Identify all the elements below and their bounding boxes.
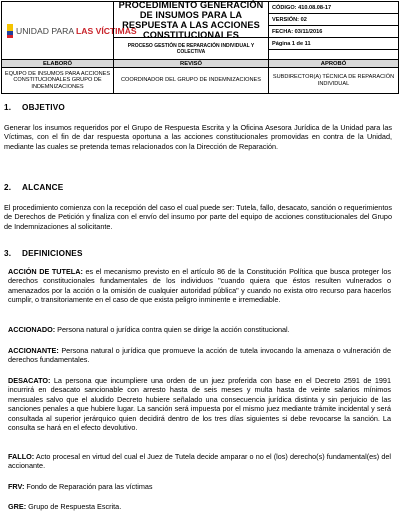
- definition-accion-de-tutela: [8, 267, 391, 305]
- definition-accionante: [8, 346, 391, 365]
- aprobo-label: APROBÓ: [320, 60, 347, 67]
- objetivo-paragraph: Generar los insumos requeridos por el Grupo de Respuesta Escrita y la Oficina Asesora Jurídica de la Unidad para las Víctimas, con el fin de dar respuesta oportuna a las acciones constitucionales promovidas en contra de la Unidad, mediante las cuales se pretenda temas relacionados con la Dirección de Reparación.: [4, 123, 392, 151]
- definition-accionado: [8, 325, 391, 334]
- document-title-cell: [113, 1, 269, 38]
- definition-term: ACCIÓN DE TUTELA:: [8, 267, 83, 276]
- codigo: CÓDIGO: 410.08.08-17: [272, 4, 332, 11]
- logo-cell: [1, 1, 137, 60]
- colombia-flag-icon: [7, 24, 13, 38]
- section-definiciones-heading: [4, 249, 83, 258]
- definition-desacato: [8, 376, 391, 432]
- section-title: DEFINICIONES: [22, 249, 83, 258]
- logo-text-prefix: UNIDAD PARA: [16, 26, 74, 36]
- document-title: PROCEDIMIENTO GENERACIÓN DE INSUMOS PARA LA RESPUESTA A LAS ACCIONES CONSTITUCIONALES: [118, 0, 264, 40]
- definition-term: ACCIONANTE:: [8, 346, 59, 355]
- reviso-cell: [113, 67, 269, 94]
- definition-term: FRV:: [8, 482, 25, 491]
- reviso-value: COORDINADOR DEL GRUPO DE INDEMNIZACIONES: [121, 77, 261, 84]
- definition-term: ACCIONADO:: [8, 325, 56, 334]
- definition-text: La persona que incumpliere una orden de un juez proferida con base en el Decreto 2591 de 1991 incurrirá en desacato sancionable con arresto hasta de seis meses y multa hasta de veinte salarios mínimos mensuales salvo que el aludido Decreto hubiere señalado una consecuencia jurídica distinta y sin perjuicio de las sanciones penales a que hubiere lugar. La sanción será impuesta por el mismo juez mediante trámite incidental y será consultada al superior jerárquico quien decidirá dentro de los tres días siguientes si debe revocarse la sanción. La consulta se hará en el efecto devolutivo.: [8, 376, 391, 433]
- aprobo-value: SUBDIRECTOR(A) TÉCNICA DE REPARACIÓN INDIVIDUAL: [272, 74, 395, 87]
- section-objetivo-heading: [4, 103, 65, 112]
- logo-text-highlight: LAS VÍCTIMAS: [76, 26, 137, 36]
- section-title: ALCANCE: [22, 183, 64, 192]
- definition-text: Acto procesal en virtud del cual el Juez de Tutela decide amparar o no el (los) derecho(s) fundamental(es) del accionante.: [8, 452, 391, 471]
- definition-text: Fondo de Reparación para las víctimas: [24, 482, 153, 491]
- pagina: Página 1 de 11: [272, 40, 311, 47]
- definition-term: FALLO:: [8, 452, 35, 461]
- version: VERSIÓN: 02: [272, 16, 307, 23]
- section-number: 3.: [4, 249, 12, 258]
- definition-text: Persona natural o jurídica contra quien se dirige la acción constitucional.: [55, 325, 290, 334]
- elaboro-cell: [1, 67, 114, 94]
- section-number: 1.: [4, 103, 12, 112]
- definition-term: DESACATO:: [8, 376, 51, 385]
- definition-text: es el mecanismo previsto en el artículo 86 de la Constitución Política que busca proteger los derechos constitucionales fundamentales de los individuos "cuando quiera que éstos resulten vulnerados o amenazados por la acción o la omisión de cualquier autoridad pública" y cuando no exista otro recurso para hacerlos cumplir, o transitoriamente en el caso de que exista peligro inminente e irremediable.: [8, 267, 391, 305]
- process-cell: [113, 37, 269, 60]
- alcance-paragraph: El procedimiento comienza con la recepción del caso el cual puede ser: Tutela, fallo, desacato, sanción o requerimientos de Derechos de Petición y finaliza con el envío del insumo por parte del equipo de acciones constitucionales del Grupo de Indemnizaciones al solicitante.: [4, 203, 392, 231]
- aprobo-cell: [268, 67, 399, 94]
- definition-term: GRE:: [8, 502, 27, 511]
- definition-frv: [8, 482, 391, 491]
- section-alcance-heading: [4, 183, 63, 192]
- definition-text: Grupo de Respuesta Escrita.: [26, 502, 122, 511]
- reviso-label: REVISÓ: [180, 60, 202, 67]
- elaboro-value: EQUIPO DE INSUMOS PARA ACCIONES CONSTITUCIONALES GRUPO DE INDEMNIZACIONES: [4, 71, 111, 90]
- process-name: PROCESO GESTIÓN DE REPARACIÓN INDIVIDUAL Y COLECTIVA: [127, 42, 255, 55]
- definition-text: Persona natural o jurídica que promueve la acción de tutela invocando la amenaza o vulneración de derechos fundamentales.: [8, 346, 391, 365]
- fecha: FECHA: 03/11/2016: [272, 28, 323, 35]
- section-number: 2.: [4, 183, 12, 192]
- section-title: OBJETIVO: [22, 103, 66, 112]
- definition-fallo: [8, 452, 391, 471]
- unidad-victimas-logo: [7, 20, 137, 42]
- definition-gre: [8, 502, 391, 511]
- elaboro-label: ELABORÓ: [43, 60, 72, 67]
